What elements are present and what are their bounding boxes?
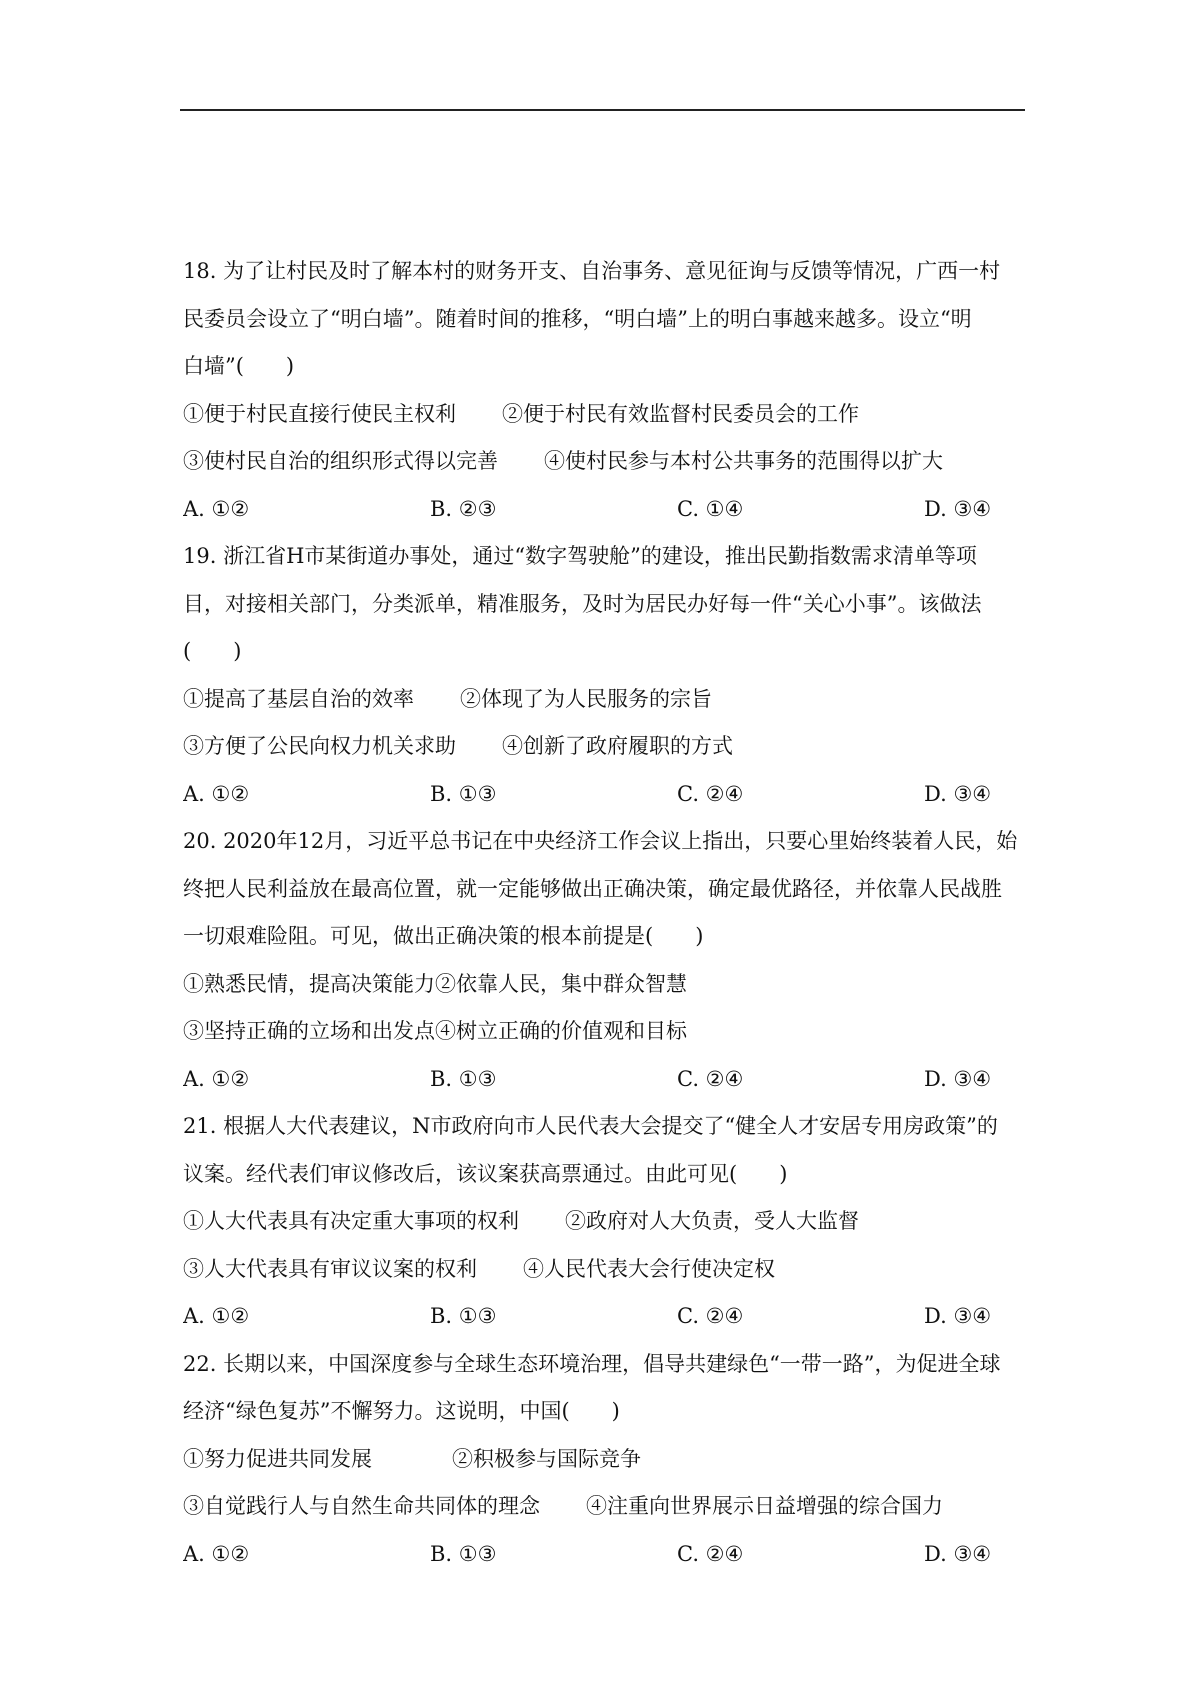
answer-choices — [183, 1531, 1023, 1579]
statement-item: ③使村民自治的组织形式得以完善 — [183, 449, 498, 473]
statement-item: ①便于村民直接行使民主权利 — [183, 401, 456, 426]
statement-row — [183, 1246, 1023, 1294]
statement-item: ③自觉践行人与自然生命共同体的理念 — [183, 1494, 540, 1518]
choice-b[interactable]: B. ①③ — [430, 781, 497, 806]
choice-d[interactable]: D. ③④ — [924, 496, 992, 521]
answer-choices — [183, 486, 1023, 534]
choice-a[interactable]: A. ①② — [183, 1066, 250, 1091]
statement-item: ①人大代表具有决定重大事项的权利 — [183, 1209, 519, 1233]
statement-row — [183, 391, 1023, 439]
statement-item: ②便于村民有效监督村民委员会的工作 — [502, 401, 859, 426]
statement-item: ①努力促进共同发展 — [183, 1446, 372, 1471]
question-stem-line: 民委员会设立了“明白墙”。随着时间的推移，“明白墙”上的明白事越来越多。设立“明 — [183, 306, 972, 331]
choice-a[interactable]: A. ①② — [183, 1304, 250, 1328]
question-stem-line: 经济“绿色复苏”不懈努力。这说明，中国( ) — [183, 1399, 620, 1423]
statement-item: ④注重向世界展示日益增强的综合国力 — [586, 1494, 943, 1518]
answer-choices — [183, 771, 1023, 819]
choice-b[interactable]: B. ①③ — [430, 1541, 497, 1566]
question-18 — [183, 248, 1023, 533]
statement-item: ④使村民参与本村公共事务的范围得以扩大 — [544, 449, 943, 473]
question-stem-line: 22. 长期以来，中国深度参与全球生态环境治理，倡导共建绿色“一带一路”，为促进全球 — [183, 1351, 1001, 1376]
question-stem-line: 18. 为了让村民及时了解本村的财务开支、自治事务、意见征询与反馈等情况，广西一村 — [183, 259, 1001, 283]
statement-item: ②体现了为人民服务的宗旨 — [460, 686, 712, 711]
question-stem-line: 白墙”( ) — [183, 354, 295, 378]
statement-row — [183, 1008, 1023, 1056]
question-stem-line: 21. 根据人大代表建议，N市政府向市人民代表大会提交了“健全人才安居专用房政策”的 — [183, 1114, 998, 1138]
question-stem-line: 目，对接相关部门，分类派单，精准服务，及时为居民办好每一件“关心小事”。该做法 — [183, 591, 982, 616]
statement-row — [183, 1198, 1023, 1246]
statement-row — [183, 676, 1023, 724]
statement-row — [183, 438, 1023, 486]
choice-d[interactable]: D. ③④ — [924, 781, 992, 806]
statement-row — [183, 1436, 1023, 1484]
answer-choices — [183, 1293, 1023, 1341]
answer-choices — [183, 1056, 1023, 1104]
statement-row — [183, 723, 1023, 771]
choice-d[interactable]: D. ③④ — [924, 1304, 992, 1328]
choice-d[interactable]: D. ③④ — [924, 1066, 992, 1091]
choice-c[interactable]: C. ②④ — [677, 781, 744, 806]
statement-item: ①提高了基层自治的效率 — [183, 686, 414, 711]
question-stem-line: 议案。经代表们审议修改后，该议案获高票通过。由此可见( ) — [183, 1161, 788, 1186]
question-21 — [183, 1103, 1023, 1341]
question-stem-line: 19. 浙江省H市某街道办事处，通过“数字驾驶舱”的建设，推出民勤指数需求清单等项 — [183, 544, 977, 568]
choice-c[interactable]: C. ②④ — [677, 1541, 744, 1566]
statement-row — [183, 961, 1023, 1009]
question-20 — [183, 818, 1023, 1103]
choice-a[interactable]: A. ①② — [183, 1541, 250, 1566]
choice-a[interactable]: A. ①② — [183, 781, 250, 806]
choice-b[interactable]: B. ②③ — [430, 496, 497, 521]
statement-item: ④创新了政府履职的方式 — [502, 734, 733, 758]
header-rule — [180, 109, 1025, 111]
choice-c[interactable]: C. ①④ — [677, 496, 744, 521]
question-list — [183, 248, 1023, 1578]
question-22 — [183, 1341, 1023, 1579]
question-stem-line: ( ) — [183, 639, 242, 663]
question-stem-line: 终把人民利益放在最高位置，就一定能够做出正确决策，确定最优路径，并依靠人民战胜 — [183, 876, 1002, 901]
choice-b[interactable]: B. ①③ — [430, 1304, 497, 1328]
statement-row — [183, 1483, 1023, 1531]
statement-item: ①熟悉民情，提高决策能力②依靠人民，集中群众智慧 — [183, 971, 687, 996]
statement-item: ②积极参与国际竞争 — [452, 1446, 641, 1471]
statement-item: ②政府对人大负责，受人大监督 — [565, 1209, 859, 1233]
choice-d[interactable]: D. ③④ — [924, 1541, 992, 1566]
statement-item: ③坚持正确的立场和出发点④树立正确的价值观和目标 — [183, 1019, 687, 1043]
question-19 — [183, 533, 1023, 818]
question-stem-line: 20. 2020年12月，习近平总书记在中央经济工作会议上指出，只要心里始终装着人民，始 — [183, 829, 1018, 853]
choice-b[interactable]: B. ①③ — [430, 1066, 497, 1091]
choice-c[interactable]: C. ②④ — [677, 1304, 744, 1328]
choice-a[interactable]: A. ①② — [183, 496, 250, 521]
statement-item: ③人大代表具有审议议案的权利 — [183, 1256, 477, 1281]
statement-item: ④人民代表大会行使决定权 — [523, 1256, 775, 1281]
choice-c[interactable]: C. ②④ — [677, 1066, 744, 1091]
question-stem-line: 一切艰难险阻。可见，做出正确决策的根本前提是( ) — [183, 924, 704, 948]
statement-item: ③方便了公民向权力机关求助 — [183, 734, 456, 758]
